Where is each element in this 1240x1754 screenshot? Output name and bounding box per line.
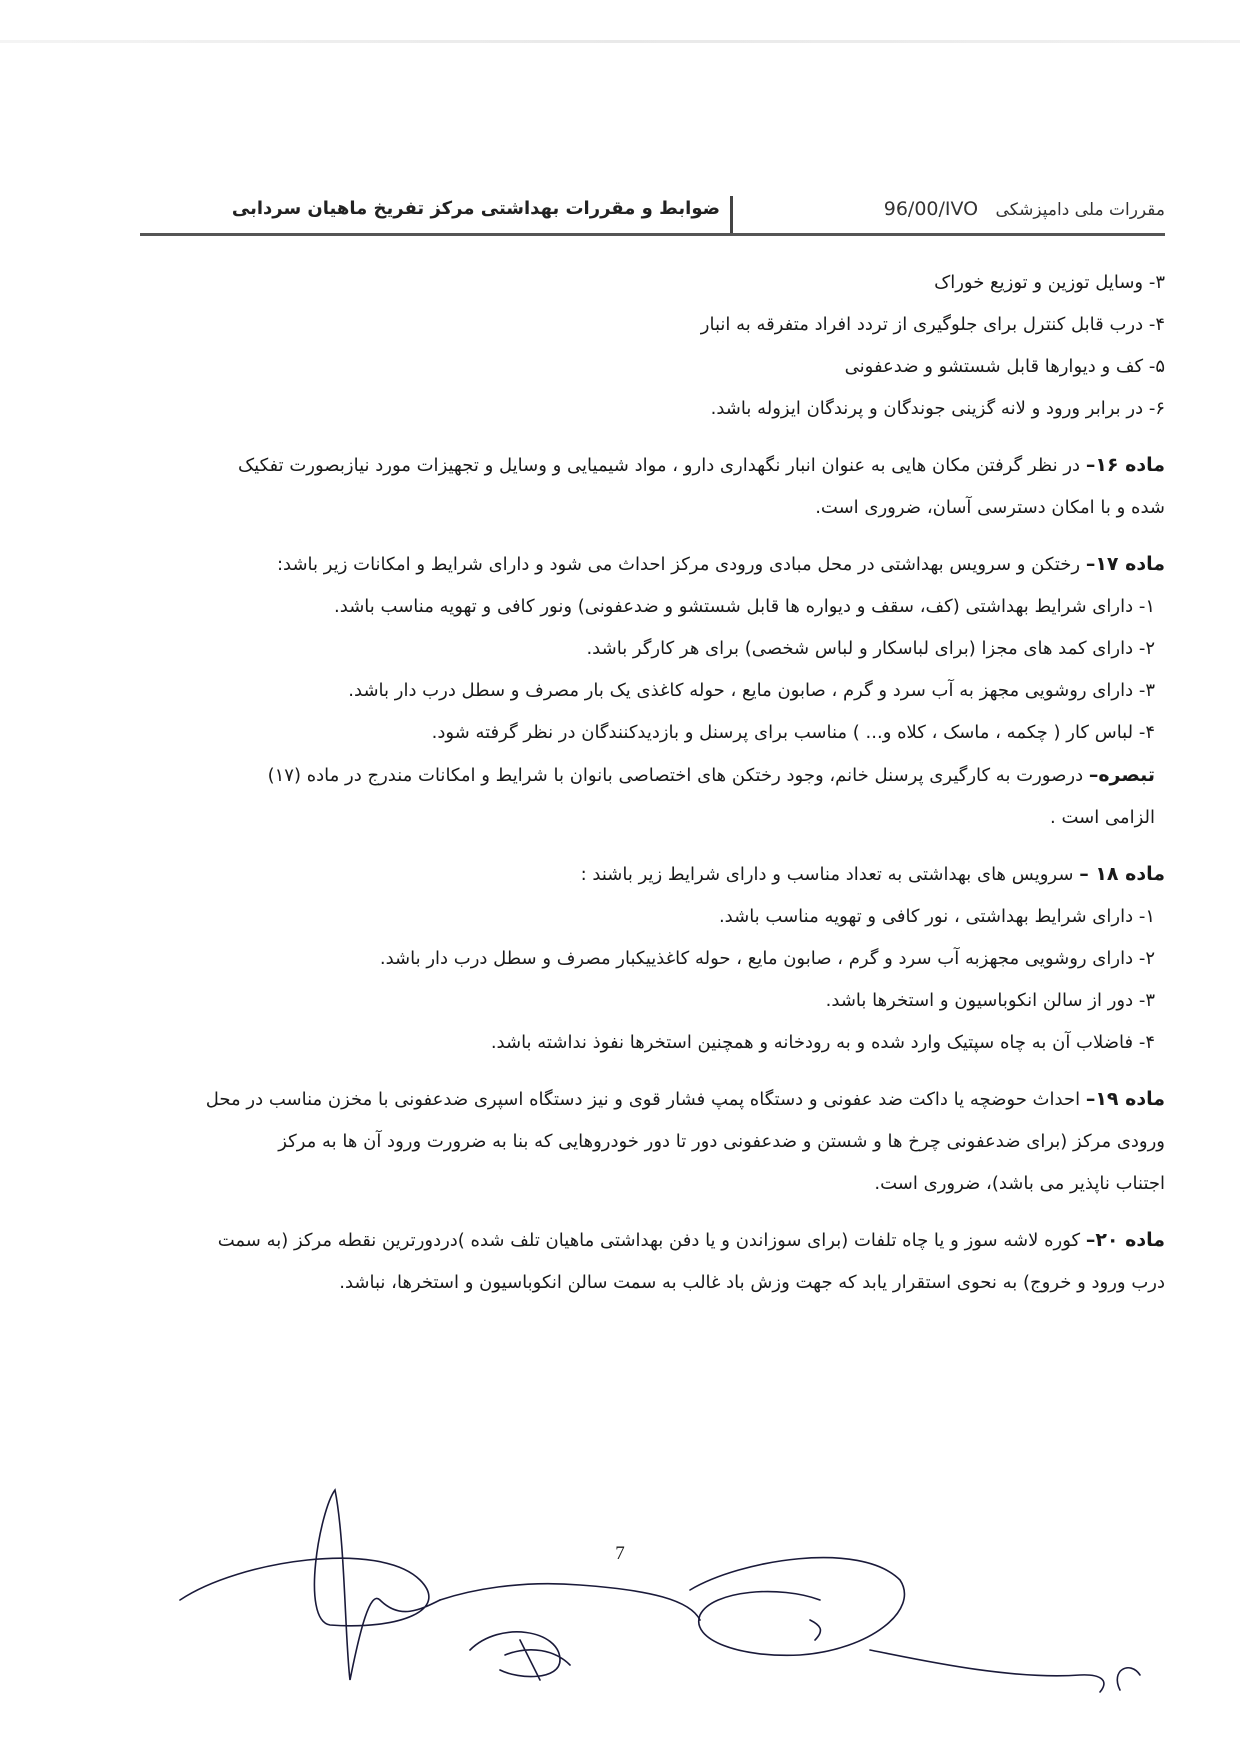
article-18-line: [140, 853, 1165, 896]
list-item: ۶- در برابر ورود و لانه گزینی جوندگان و پرندگان ایزوله باشد.: [710, 398, 1165, 419]
article-18-intro: سرویس های بهداشتی به تعداد مناسب و دارای شرایط زیر باشند :: [580, 864, 1074, 885]
header-separator: [730, 196, 733, 234]
list-item: ۳- دور از سالن انکوباسیون و استخرها باشد.: [825, 990, 1155, 1011]
note-label: تبصره–: [1088, 764, 1155, 786]
list-item: ۳- وسایل توزین و توزیع خوراک: [934, 272, 1165, 293]
handwritten-signatures: [0, 1480, 1240, 1754]
article-16-text: در نظر گرفتن مکان هایی به عنوان انبار نگهداری دارو ، مواد شیمیایی و وسایل و تجهیزات مورد نیازبصورت تفکیک: [238, 455, 1081, 476]
article-20-text: کوره لاشه سوز و یا چاه تلفات (برای سوزاندن و یا دفن بهداشتی ماهیان تلف شده )دردورترین نقطه مرکز (به سمت: [217, 1230, 1081, 1251]
article-19-line: اجتناب ناپذیر می باشد)، ضروری است.: [874, 1173, 1165, 1194]
page-number: 7: [615, 1543, 625, 1564]
header-regulation-text: مقررات ملی دامپزشکی: [995, 200, 1165, 220]
article-19-text: احداث حوضچه یا داکت ضد عفونی و دستگاه پمپ فشار قوی و نیز دستگاه اسپری ضدعفونی با مخزن مناسب در محل: [205, 1089, 1081, 1110]
document-body: [140, 262, 1165, 1304]
list-item: ۴- لباس کار ( چکمه ، ماسک ، کلاه و... ) مناسب برای پرسنل و بازدیدکنندگان در نظر گرفته شود.: [431, 722, 1155, 743]
list-item: ۵- کف و دیوارها قابل شستشو و ضدعفونی: [844, 356, 1165, 377]
article-19-line: ورودی مرکز (برای ضدعفونی چرخ ها و شستن و ضدعفونی دور تا دور خودروهایی که بنا به ضرورت ورود آن ها به مرکز: [278, 1131, 1165, 1152]
list-item: ۳- دارای روشویی مجهز به آب سرد و گرم ، صابون مایع ، حوله کاغذی یک بار مصرف و سطل درب دار باشد.: [348, 680, 1155, 701]
article-20-line: درب ورود و خروج) به نحوی استقرار یابد که جهت وزش باد غالب به سمت سالن انکوباسیون و استخرها، نباشد.: [339, 1272, 1165, 1293]
note-line: الزامی است .: [1050, 807, 1155, 828]
article-20-label: ماده ۲۰–: [1085, 1229, 1165, 1251]
list-item: ۱- دارای شرایط بهداشتی ، نور کافی و تهویه مناسب باشد.: [718, 906, 1155, 927]
header-regulation: [735, 198, 1165, 220]
article-17-intro: رختکن و سرویس بهداشتی در محل مبادی ورودی مرکز احداث می شود و دارای شرایط و امکانات زیر باشد:: [276, 554, 1081, 575]
note-text: درصورت به کارگیری پرسنل خانم، وجود رختکن های اختصاصی بانوان با شرایط و امکانات مندرج در ماده (۱۷): [267, 765, 1084, 786]
scan-artifact-line: [0, 40, 1240, 43]
header-rule: [140, 233, 1165, 236]
note-line: [140, 754, 1165, 797]
article-16-line: شده و با امکان دسترسی آسان، ضروری است.: [815, 497, 1165, 518]
article-16-line: [140, 444, 1165, 487]
header-code: 96/00/IVO: [883, 198, 979, 220]
article-17-line: [140, 543, 1165, 586]
article-19-line: [140, 1078, 1165, 1121]
list-item: ۲- دارای روشویی مجهزبه آب سرد و گرم ، صابون مایع ، حوله کاغذییکبار مصرف و سطل درب دار باشد.: [379, 948, 1155, 969]
article-17-label: ماده ۱۷–: [1085, 553, 1165, 575]
article-16-label: ماده ۱۶–: [1085, 454, 1165, 476]
list-item: ۱- دارای شرایط بهداشتی (کف، سقف و دیواره ها قابل شستشو و ضدعفونی) ونور کافی و تهویه مناسب باشد.: [334, 596, 1155, 617]
article-18-label: ماده ۱۸ –: [1079, 863, 1165, 885]
list-item: ۴- فاضلاب آن به چاه سپتیک وارد شده و به رودخانه و همچنین استخرها نفوذ نداشته باشد.: [490, 1032, 1155, 1053]
list-item: ۲- دارای کمد های مجزا (برای لباسکار و لباس شخصی) برای هر کارگر باشد.: [586, 638, 1155, 659]
page-header: [140, 188, 1165, 236]
header-title: ضوابط و مقررات بهداشتی مرکز تفریخ ماهیان سردابی: [231, 198, 720, 219]
list-item: ۴- درب قابل کنترل برای جلوگیری از تردد افراد متفرقه به انبار: [700, 314, 1165, 335]
article-20-line: [140, 1219, 1165, 1262]
article-19-label: ماده ۱۹–: [1085, 1088, 1165, 1110]
